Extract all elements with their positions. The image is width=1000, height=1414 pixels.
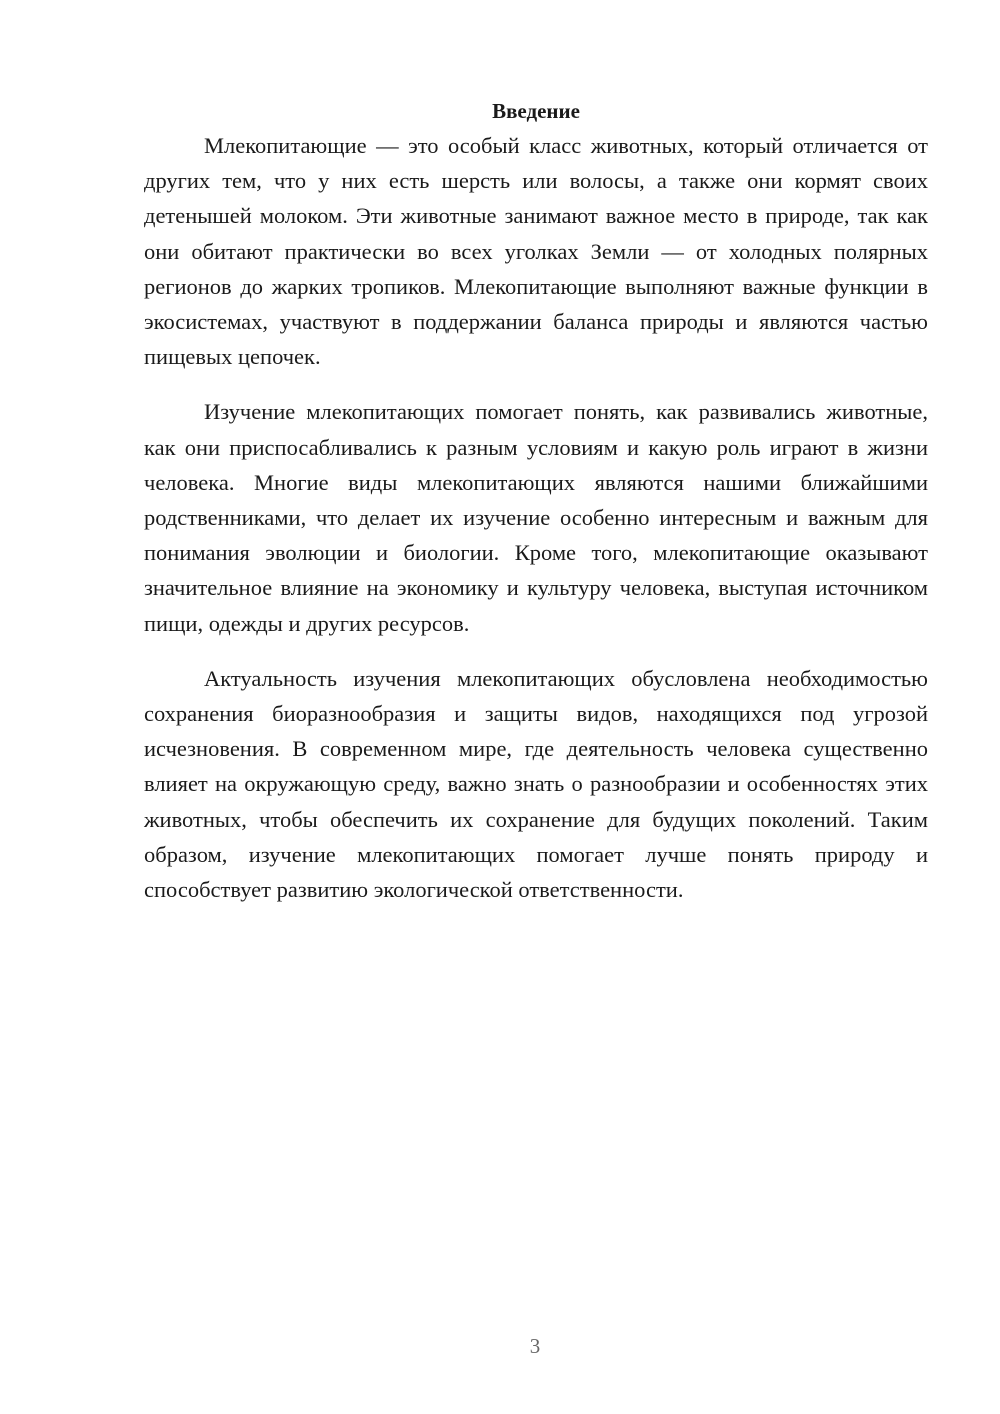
section-title: Введение: [492, 99, 580, 123]
page-number: 3: [529, 1334, 541, 1358]
page-content: [144, 96, 928, 927]
paragraph-relevance: Актуальность изучения млекопитающих обусловлена необходимостью сохранения биоразнообразия и защиты видов, находящихся под угрозой исчезновения. В современном мире, где деятельность человека существенно влияет на окружающую среду, важно знать о разнообразии и особенностях этих животных, чтобы обеспечить их сохранение для будущих поколений. Таким образом, изучение млекопитающих помогает лучше понять природу и способствует развитию экологической ответственности.: [144, 665, 928, 903]
paragraph-study: Изучение млекопитающих помогает понять, как развивались животные, как они приспосабливались к разным условиям и какую роль играют в жизни человека. Многие виды млекопитающих являются нашими ближайшими родственниками, что делает их изучение особенно интересным и важным для понимания эволюции и биологии. Кроме того, млекопитающие оказывают значительное влияние на экономику и культуру человека, выступая источником пищи, одежды и других ресурсов.: [144, 399, 928, 636]
paragraph-intro: Млекопитающие — это особый класс животных, который отличается от других тем, что у них есть шерсть или волосы, а также они кормят своих детенышей молоком. Эти животные занимают важное место в природе, так как они обитают практически во всех уголках Земли — от холодных полярных регионов до жарких тропиков. Млекопитающие выполняют важные функции в экосистемах, участвуют в поддержании баланса природы и являются частью пищевых цепочек.: [144, 133, 928, 370]
